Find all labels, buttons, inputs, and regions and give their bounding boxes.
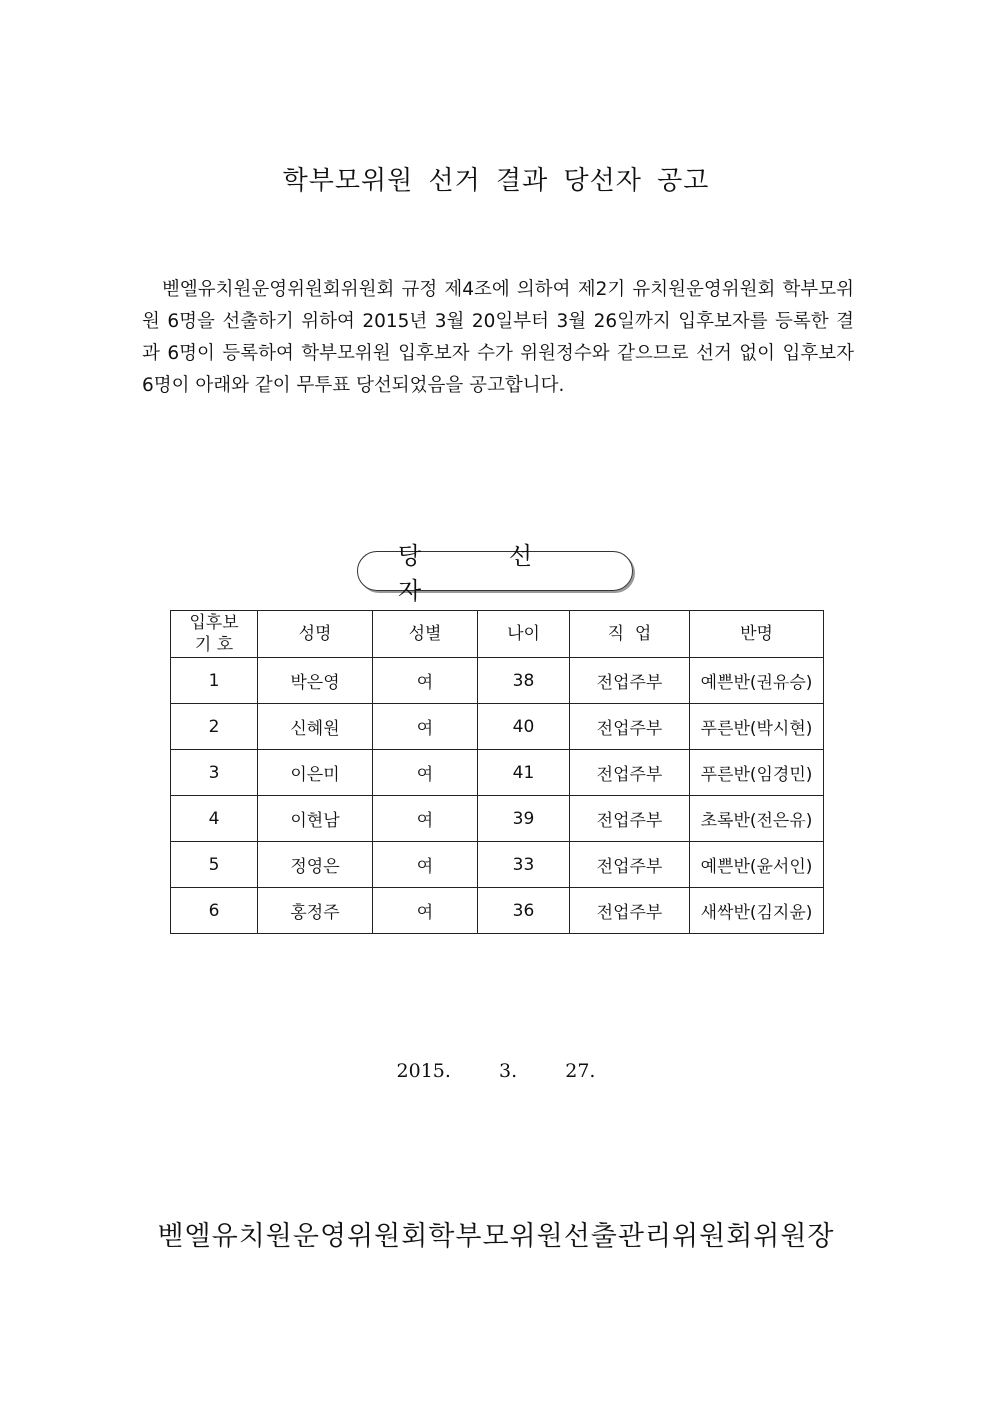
cell-number: 1 [171, 658, 258, 704]
cell-name: 이현남 [258, 796, 373, 842]
notice-date: 2015. 3. 27. [396, 1060, 596, 1082]
cell-job: 전업주부 [570, 888, 690, 934]
cell-number: 3 [171, 750, 258, 796]
header-candidate-number-line1: 입후보 [189, 613, 239, 633]
cell-name: 홍정주 [258, 888, 373, 934]
cell-name: 이은미 [258, 750, 373, 796]
cell-age: 40 [478, 704, 570, 750]
cell-job: 전업주부 [570, 704, 690, 750]
cell-gender: 여 [373, 888, 478, 934]
winners-table [170, 610, 824, 934]
document-title: 학부모위원 선거 결과 당선자 공고 [282, 166, 710, 196]
cell-number: 6 [171, 888, 258, 934]
table-row [171, 750, 824, 796]
cell-age: 38 [478, 658, 570, 704]
header-class: 반명 [690, 611, 824, 658]
header-gender: 성별 [373, 611, 478, 658]
table-row [171, 658, 824, 704]
cell-job: 전업주부 [570, 842, 690, 888]
cell-name: 박은영 [258, 658, 373, 704]
notice-text: 벧엘유치원운영위원회위원회 규정 제4조에 의하여 제2기 유치원운영위원회 학부모위원 6명을 선출하기 위하여 2015년 3월 20일부터 3월 26일까지 입후보자를 등록한 결과 6명이 등록하여 학부모위원 입후보자 수가 위원정수와 같으므로 선거 없이 입후보자 6명이 아래와 같이 무투표 당선되었음을 공고합니다. [142, 279, 854, 396]
cell-job: 전업주부 [570, 750, 690, 796]
cell-age: 41 [478, 750, 570, 796]
header-candidate-number-line2: 기 호 [194, 635, 234, 655]
signer-title: 벧엘유치원운영위원회학부모위원선출관리위원회위원장 [157, 1221, 835, 1252]
cell-job: 전업주부 [570, 796, 690, 842]
table-row [171, 704, 824, 750]
notice-paragraph [142, 274, 854, 402]
cell-class: 초록반(전은유) [690, 796, 824, 842]
cell-gender: 여 [373, 704, 478, 750]
cell-gender: 여 [373, 796, 478, 842]
cell-age: 33 [478, 842, 570, 888]
cell-age: 39 [478, 796, 570, 842]
cell-class: 푸른반(박시현) [690, 704, 824, 750]
table-row [171, 888, 824, 934]
cell-number: 5 [171, 842, 258, 888]
header-name: 성명 [258, 611, 373, 658]
cell-class: 푸른반(임경민) [690, 750, 824, 796]
cell-class: 예쁜반(권유승) [690, 658, 824, 704]
cell-name: 신혜원 [258, 704, 373, 750]
header-job: 직 업 [570, 611, 690, 658]
cell-gender: 여 [373, 842, 478, 888]
cell-name: 정영은 [258, 842, 373, 888]
cell-gender: 여 [373, 750, 478, 796]
cell-job: 전업주부 [570, 658, 690, 704]
header-candidate-number [171, 611, 258, 658]
table-row [171, 796, 824, 842]
cell-age: 36 [478, 888, 570, 934]
winners-section-label: 당 선 자 [357, 551, 633, 591]
table-header-row [171, 611, 824, 658]
cell-number: 2 [171, 704, 258, 750]
table-row [171, 842, 824, 888]
cell-number: 4 [171, 796, 258, 842]
cell-class: 예쁜반(윤서인) [690, 842, 824, 888]
cell-gender: 여 [373, 658, 478, 704]
cell-class: 새싹반(김지윤) [690, 888, 824, 934]
header-age: 나이 [478, 611, 570, 658]
